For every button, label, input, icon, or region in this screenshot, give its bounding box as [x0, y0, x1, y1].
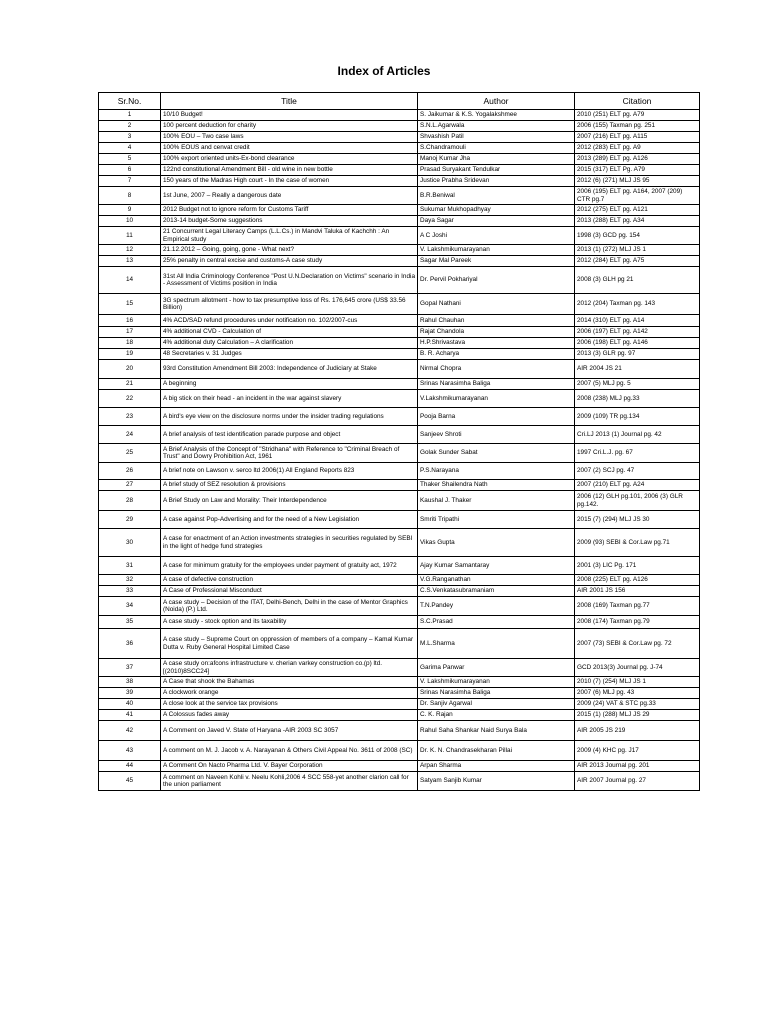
title-cell: A comment on Naveen Kohli v. Neelu Kohli,2006 4 SCC 558-yet another clarion call for the union parliament: [161, 772, 418, 791]
citation-cell: 2008 (225) ELT pg. A126: [575, 575, 700, 586]
citation-cell: AIR 2005 JS 219: [575, 721, 700, 741]
citation-cell: 2007 (73) SEBI & Cor.Law pg. 72: [575, 629, 700, 659]
title-cell: 1st June, 2007 – Really a dangerous date: [161, 187, 418, 205]
sr-no-cell: 26: [99, 463, 161, 480]
table-row: [99, 205, 700, 216]
sr-no-cell: 4: [99, 143, 161, 154]
citation-cell: 2007 (210) ELT pg. A24: [575, 480, 700, 491]
citation-cell: 2009 (93) SEBI & Cor.Law pg.71: [575, 529, 700, 557]
author-cell: Manoj Kumar Jha: [418, 154, 575, 165]
sr-no-cell: 1: [99, 110, 161, 121]
title-cell: 4% ACD/SAD refund procedures under notification no. 102/2007-cus: [161, 315, 418, 327]
author-cell: S.C.Prasad: [418, 616, 575, 629]
author-cell: Smriti Tripathi: [418, 511, 575, 529]
author-cell: Kaushal J. Thaker: [418, 491, 575, 511]
title-cell: 25% penalty in central excise and customs-A case study: [161, 256, 418, 267]
table-row: [99, 338, 700, 349]
author-cell: P.S.Narayana: [418, 463, 575, 480]
author-cell: Ajay Kumar Samantaray: [418, 557, 575, 575]
table-row: [99, 688, 700, 699]
citation-cell: 2012 (283) ELT pg. A9: [575, 143, 700, 154]
citation-cell: AIR 2004 JS 21: [575, 360, 700, 379]
table-row: [99, 132, 700, 143]
sr-no-cell: 43: [99, 741, 161, 761]
title-cell: 48 Secretaries v. 31 Judges: [161, 349, 418, 360]
author-cell: Srinas Narasimha Baliga: [418, 379, 575, 390]
table-row: [99, 245, 700, 256]
title-cell: A case for enactment of an Action investments strategies in securities regulated by SEBI in the light of hedge fund strategies: [161, 529, 418, 557]
title-cell: A Comment on Javed V. State of Haryana -AIR 2003 SC 3057: [161, 721, 418, 741]
title-cell: 100% EOU – Two case laws: [161, 132, 418, 143]
page-title: Index of Articles: [337, 64, 431, 78]
citation-cell: 2006 (198) ELT pg. A146: [575, 338, 700, 349]
author-cell: Daya Sagar: [418, 216, 575, 227]
sr-no-cell: 25: [99, 444, 161, 463]
sr-no-cell: 38: [99, 677, 161, 688]
sr-no-cell: 24: [99, 426, 161, 444]
author-cell: Prasad Suryakant Tendulkar: [418, 165, 575, 176]
citation-cell: 2010 (7) (254) MLJ JS 1: [575, 677, 700, 688]
title-cell: 100% EOUS and cenvat credit: [161, 143, 418, 154]
author-cell: C. K. Rajan: [418, 710, 575, 721]
title-cell: 150 years of the Madras High court - In the case of women: [161, 176, 418, 187]
table-row: [99, 529, 700, 557]
citation-cell: AIR 2013 Journal pg. 201: [575, 761, 700, 772]
citation-cell: 2010 (251) ELT pg. A79: [575, 110, 700, 121]
table-row: [99, 677, 700, 688]
title-cell: 2013-14 budget-Some suggestions: [161, 216, 418, 227]
citation-cell: Cri.LJ 2013 (1) Journal pg. 42: [575, 426, 700, 444]
sr-no-cell: 42: [99, 721, 161, 741]
author-cell: Sukumar Mukhopadhyay: [418, 205, 575, 216]
author-cell: Nirmal Chopra: [418, 360, 575, 379]
title-cell: A case against Pop-Advertising and for the need of a New Legislation: [161, 511, 418, 529]
author-cell: S.N.L.Agarwala: [418, 121, 575, 132]
title-cell: A beginning: [161, 379, 418, 390]
table-row: [99, 256, 700, 267]
author-cell: Pooja Barna: [418, 408, 575, 426]
table-row: [99, 699, 700, 710]
table-row: [99, 761, 700, 772]
title-cell: A Case that shook the Bahamas: [161, 677, 418, 688]
table-row: [99, 721, 700, 741]
sr-no-cell: 19: [99, 349, 161, 360]
sr-no-cell: 35: [99, 616, 161, 629]
title-cell: 100 percent deduction for charity: [161, 121, 418, 132]
citation-cell: 2015 (317) ELT Pg. A79: [575, 165, 700, 176]
title-cell: A case study – Decision of the ITAT, Delhi-Bench, Delhi in the case of Mentor Graphics (Noida) (P.) Ltd.: [161, 597, 418, 616]
sr-no-cell: 11: [99, 227, 161, 245]
table-row: [99, 294, 700, 315]
title-cell: 3G spectrum allotment - how to tax presumptive loss of Rs. 176,645 crore (US$ 33.56 Billion): [161, 294, 418, 315]
table-row: [99, 710, 700, 721]
citation-cell: 2008 (174) Taxman pg.79: [575, 616, 700, 629]
sr-no-cell: 13: [99, 256, 161, 267]
table-row: [99, 379, 700, 390]
author-cell: Satyam Sanjib Kumar: [418, 772, 575, 791]
table-row: [99, 187, 700, 205]
table-row: [99, 741, 700, 761]
citation-cell: 2007 (5) MLJ pg. 5: [575, 379, 700, 390]
sr-no-cell: 17: [99, 327, 161, 338]
title-cell: A close look at the service tax provisions: [161, 699, 418, 710]
title-cell: A brief note on Lawson v. serco ltd 2006(1) All England Reports 823: [161, 463, 418, 480]
table-row: [99, 360, 700, 379]
sr-no-cell: 40: [99, 699, 161, 710]
author-cell: V.G.Ranganathan: [418, 575, 575, 586]
author-cell: Srinas Narasimha Baliga: [418, 688, 575, 699]
author-cell: Golak Sunder Sabat: [418, 444, 575, 463]
citation-cell: 2013 (288) ELT pg. A34: [575, 216, 700, 227]
author-cell: Shvashish Patil: [418, 132, 575, 143]
citation-cell: 2012 (6) (271) MLJ JS 95: [575, 176, 700, 187]
author-cell: Thaker Shailendra Nath: [418, 480, 575, 491]
sr-no-cell: 37: [99, 659, 161, 677]
title-cell: 10/10 Budget!: [161, 110, 418, 121]
table-row: [99, 315, 700, 327]
sr-no-cell: 20: [99, 360, 161, 379]
citation-cell: 2006 (155) Taxman pg. 251: [575, 121, 700, 132]
citation-cell: 2012 (204) Taxman pg. 143: [575, 294, 700, 315]
author-cell: H.P.Shrivastava: [418, 338, 575, 349]
title-cell: 4% additional CVD - Calculation of: [161, 327, 418, 338]
citation-cell: 2013 (289) ELT pg. A126: [575, 154, 700, 165]
citation-cell: AIR 2007 Journal pg. 27: [575, 772, 700, 791]
author-cell: C.S.Venkatasubramaniam: [418, 586, 575, 597]
sr-no-cell: 6: [99, 165, 161, 176]
citation-cell: 1997 Cri.L.J. pg. 67: [575, 444, 700, 463]
citation-cell: 2012 (275) ELT pg. A121: [575, 205, 700, 216]
title-cell: 2012 Budget not to ignore reform for Customs Tariff: [161, 205, 418, 216]
title-cell: A bird's eye view on the disclosure norms under the insider trading regulations: [161, 408, 418, 426]
sr-no-cell: 14: [99, 267, 161, 294]
author-cell: Garima Panwar: [418, 659, 575, 677]
header-author: Author: [418, 93, 575, 110]
table-row: [99, 121, 700, 132]
title-cell: A brief study of SEZ resolution & provisions: [161, 480, 418, 491]
citation-cell: 2007 (2) SCJ pg. 47: [575, 463, 700, 480]
sr-no-cell: 10: [99, 216, 161, 227]
author-cell: Vikas Gupta: [418, 529, 575, 557]
title-cell: A comment on M. J. Jacob v. A. Narayanan & Others Civil Appeal No. 3611 of 2008 (SC): [161, 741, 418, 761]
table-row: [99, 165, 700, 176]
table-row: [99, 426, 700, 444]
table-row: [99, 480, 700, 491]
title-cell: A Brief Analysis of the Concept of "Stridhana" with Reference to "Criminal Breach of Trust" and Dowry Prohibition Act, 1961: [161, 444, 418, 463]
sr-no-cell: 45: [99, 772, 161, 791]
citation-cell: 2001 (3) LIC Pg. 171: [575, 557, 700, 575]
citation-cell: 2008 (169) Taxman pg.77: [575, 597, 700, 616]
citation-cell: 2012 (284) ELT pg. A75: [575, 256, 700, 267]
table-row: [99, 176, 700, 187]
title-cell: 100% export oriented units-Ex-bond clearance: [161, 154, 418, 165]
citation-cell: 2009 (109) TR pg.134: [575, 408, 700, 426]
author-cell: V. Lakshmikumarayanan: [418, 245, 575, 256]
author-cell: S.Chandramouli: [418, 143, 575, 154]
table-row: [99, 408, 700, 426]
sr-no-cell: 27: [99, 480, 161, 491]
citation-cell: 2008 (3) GLH pg 21: [575, 267, 700, 294]
table-row: [99, 511, 700, 529]
sr-no-cell: 3: [99, 132, 161, 143]
author-cell: Sagar Mal Pareek: [418, 256, 575, 267]
table-row: [99, 110, 700, 121]
sr-no-cell: 36: [99, 629, 161, 659]
citation-cell: 2007 (6) MLJ pg. 43: [575, 688, 700, 699]
citation-cell: 2015 (1) (288) MLJ JS 29: [575, 710, 700, 721]
citation-cell: 2008 (238) MLJ pg.33: [575, 390, 700, 408]
sr-no-cell: 22: [99, 390, 161, 408]
sr-no-cell: 15: [99, 294, 161, 315]
citation-cell: 2007 (216) ELT pg. A115: [575, 132, 700, 143]
sr-no-cell: 2: [99, 121, 161, 132]
author-cell: M.L.Sharma: [418, 629, 575, 659]
citation-cell: 2006 (197) ELT pg. A142: [575, 327, 700, 338]
table-body: [99, 110, 700, 791]
citation-cell: 2006 (195) ELT pg. A164, 2007 (209) CTR pg.7: [575, 187, 700, 205]
author-cell: S. Jaikumar & K.S. Yogalakshmee: [418, 110, 575, 121]
table-row: [99, 154, 700, 165]
sr-no-cell: 28: [99, 491, 161, 511]
table-row: [99, 216, 700, 227]
author-cell: Sanjeev Shroti: [418, 426, 575, 444]
author-cell: A C Joshi: [418, 227, 575, 245]
sr-no-cell: 8: [99, 187, 161, 205]
title-cell: A brief analysis of test identification parade purpose and object: [161, 426, 418, 444]
author-cell: Dr. Sanjiv Agarwal: [418, 699, 575, 710]
sr-no-cell: 16: [99, 315, 161, 327]
author-cell: Justice Prabha Sridevan: [418, 176, 575, 187]
author-cell: Gopal Nathani: [418, 294, 575, 315]
citation-cell: GCD 2013(3) Journal pg. J-74: [575, 659, 700, 677]
title-cell: A big stick on their head - an incident in the war against slavery: [161, 390, 418, 408]
citation-cell: 2013 (1) (272) MLJ JS 1: [575, 245, 700, 256]
sr-no-cell: 44: [99, 761, 161, 772]
title-cell: 122nd constitutional Amendment Bill - old wine in new bottle: [161, 165, 418, 176]
sr-no-cell: 7: [99, 176, 161, 187]
table-row: [99, 444, 700, 463]
table-row: [99, 557, 700, 575]
table-row: [99, 772, 700, 791]
title-cell: A case study - stock option and its taxability: [161, 616, 418, 629]
sr-no-cell: 21: [99, 379, 161, 390]
title-cell: 21 Concurrent Legal Literacy Camps (L.L.Cs.) in Mandvi Taluka of Kachchh : An Empirical study: [161, 227, 418, 245]
author-cell: Arpan Sharma: [418, 761, 575, 772]
author-cell: V.Lakshmikumarayanan: [418, 390, 575, 408]
title-cell: 21.12.2012 – Going, going, gone - What next?: [161, 245, 418, 256]
author-cell: Dr. K. N. Chandrasekharan Pillai: [418, 741, 575, 761]
table-row: [99, 463, 700, 480]
table-row: [99, 390, 700, 408]
title-cell: A Brief Study on Law and Morality: Their Interdependence: [161, 491, 418, 511]
sr-no-cell: 39: [99, 688, 161, 699]
title-cell: 93rd Constitution Amendment Bill 2003: Independence of Judiciary at Stake: [161, 360, 418, 379]
title-cell: 4% additional duty Calculation – A clarification: [161, 338, 418, 349]
sr-no-cell: 32: [99, 575, 161, 586]
citation-cell: 2014 (310) ELT pg. A14: [575, 315, 700, 327]
table-row: [99, 586, 700, 597]
table-row: [99, 327, 700, 338]
sr-no-cell: 12: [99, 245, 161, 256]
title-cell: A case study on:afcons infrastructure v. cherian varkey construction co.(p) ltd.[(2010)8SCC24]: [161, 659, 418, 677]
table-row: [99, 659, 700, 677]
author-cell: Rajat Chandola: [418, 327, 575, 338]
author-cell: B.R.Beniwal: [418, 187, 575, 205]
sr-no-cell: 34: [99, 597, 161, 616]
sr-no-cell: 30: [99, 529, 161, 557]
author-cell: Rahul Saha Shankar Naid Surya Bala: [418, 721, 575, 741]
header-title: Title: [161, 93, 418, 110]
sr-no-cell: 31: [99, 557, 161, 575]
table-row: [99, 575, 700, 586]
table-row: [99, 597, 700, 616]
sr-no-cell: 5: [99, 154, 161, 165]
author-cell: V. Lakshmikumarayanan: [418, 677, 575, 688]
citation-cell: 2015 (7) (294) MLJ JS 30: [575, 511, 700, 529]
table-row: [99, 267, 700, 294]
title-cell: A Colossus fades away: [161, 710, 418, 721]
author-cell: T.N.Pandey: [418, 597, 575, 616]
articles-index-table: [98, 92, 700, 791]
author-cell: B. R. Acharya: [418, 349, 575, 360]
table-header-row: [99, 93, 700, 110]
title-cell: A clockwork orange: [161, 688, 418, 699]
citation-cell: AIR 2001 JS 156: [575, 586, 700, 597]
header-citation: Citation: [575, 93, 700, 110]
citation-cell: 2009 (24) VAT & STC pg.33: [575, 699, 700, 710]
citation-cell: 1998 (3) GCD pg. 154: [575, 227, 700, 245]
table-row: [99, 227, 700, 245]
title-cell: A case of defective construction: [161, 575, 418, 586]
table-row: [99, 491, 700, 511]
author-cell: Rahul Chauhan: [418, 315, 575, 327]
citation-cell: 2006 (12) GLH pg.101, 2006 (3) GLR pg.142.: [575, 491, 700, 511]
sr-no-cell: 18: [99, 338, 161, 349]
table-row: [99, 143, 700, 154]
sr-no-cell: 29: [99, 511, 161, 529]
citation-cell: 2013 (3) GLR pg. 97: [575, 349, 700, 360]
header-sr-no: Sr.No.: [99, 93, 161, 110]
title-cell: A case for minimum gratuity for the employees under payment of gratuity act, 1972: [161, 557, 418, 575]
sr-no-cell: 23: [99, 408, 161, 426]
table-row: [99, 616, 700, 629]
sr-no-cell: 33: [99, 586, 161, 597]
citation-cell: 2009 (4) KHC pg. J17: [575, 741, 700, 761]
sr-no-cell: 9: [99, 205, 161, 216]
title-cell: 31st All India Criminology Conference "Post U.N.Declaration on Victims" scenario in India - Assessment of Victims position in India: [161, 267, 418, 294]
sr-no-cell: 41: [99, 710, 161, 721]
title-cell: A case study – Supreme Court on oppression of members of a company – Kamal Kumar Dutta v. Ruby General Hospital Limited Case: [161, 629, 418, 659]
table-row: [99, 349, 700, 360]
title-cell: A Case of Professional Misconduct: [161, 586, 418, 597]
title-cell: A Comment On Nacto Pharma Ltd. V. Bayer Corporation: [161, 761, 418, 772]
author-cell: Dr. Pervil Pokhariyal: [418, 267, 575, 294]
table-row: [99, 629, 700, 659]
